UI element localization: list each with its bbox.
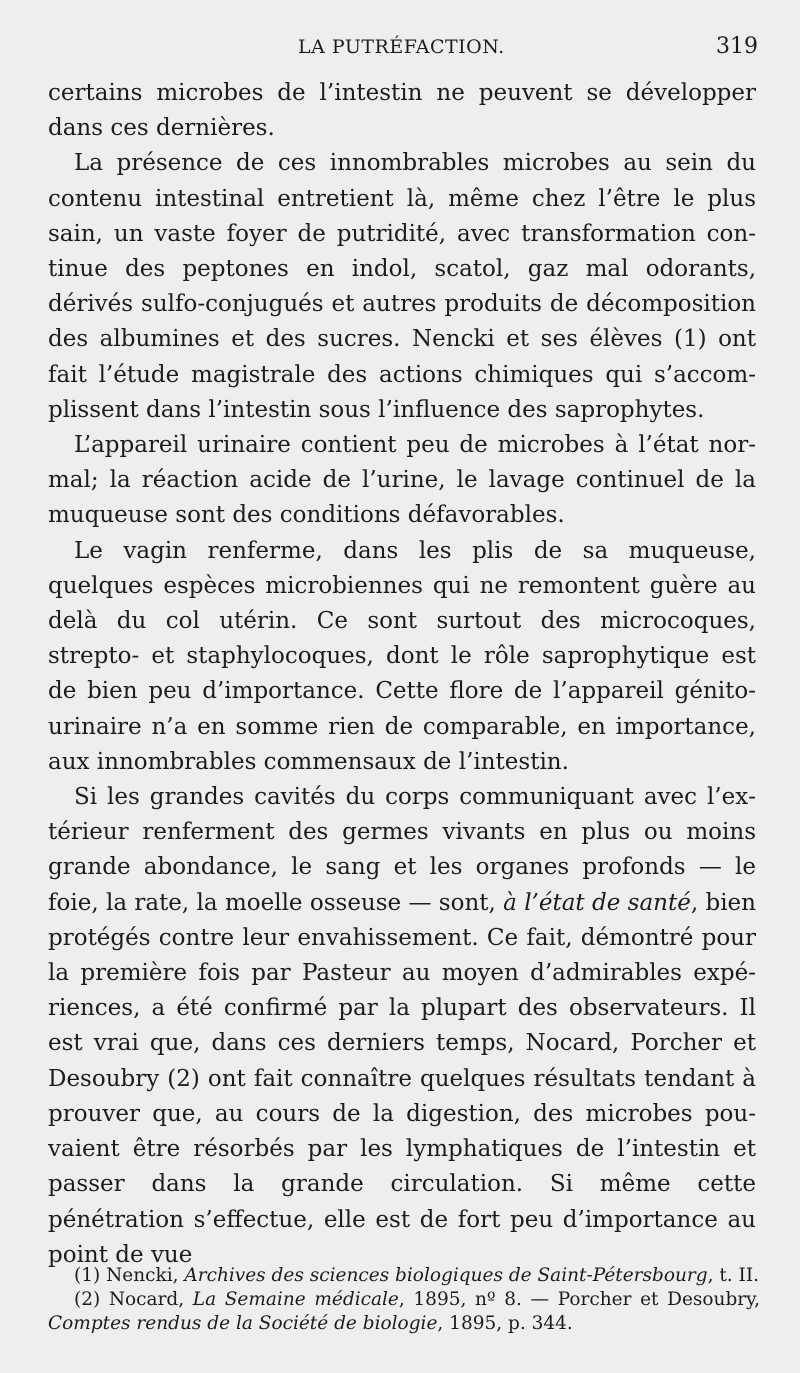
body-text [48, 76, 756, 1273]
footnotes [48, 1264, 760, 1336]
italic-text: La Semaine médicale [192, 1289, 399, 1310]
text-run: L’appareil urinaire contient peu de microbes à l’état normal; la réaction acide de l’urine, le lavage continuel de la muqueuse sont des conditions défavorables. [48, 432, 756, 529]
paragraph-3 [48, 428, 756, 534]
paragraph-4 [48, 534, 756, 780]
paragraph-1 [48, 76, 756, 146]
footnote-2 [48, 1288, 760, 1336]
paragraph-2 [48, 146, 756, 428]
page-number: 319 [716, 34, 758, 59]
text-run: , t. II. [707, 1265, 760, 1286]
text-run: La présence de ces innombrables microbes au sein du contenu intestinal entretient là, même chez l’être le plus sain, un vaste foyer de putridité, avec transformation continue des peptones en indol, scatol, gaz mal odorants, dérivés sulfo-conjugués et autres produits de décomposition des albumines et des sucres. Nencki et ses élèves (1) ont fait l’étude magistrale des actions chimiques qui s’accomplissent dans l’intestin sous l’influence des saprophytes. [48, 150, 756, 423]
page-header [0, 34, 800, 64]
running-head: LA PUTRÉFACTION. [298, 36, 505, 58]
text-run: , 1895, nº 8. — Porcher et Desoubry, [398, 1289, 761, 1310]
text-run: certains microbes de l’intestin ne peuvent se développer dans ces dernières. [48, 80, 756, 142]
text-run: Si les grandes cavités du corps communiquant avec l’extérieur renferment des germes vivants en plus ou moins grande abondance, le sang et les organes profonds — le foie, la rate, la moelle osseuse — sont, [48, 784, 756, 916]
text-run: (1) Nencki, [74, 1265, 185, 1286]
paragraph-5 [48, 780, 756, 1273]
italic-text: Comptes rendus de la Société de biologie [48, 1313, 438, 1334]
text-run: , bien protégés contre leur envahissement. Ce fait, démontré pour la première fois par Pasteur au moyen d’admirables expériences, a été confirmé par la plupart des observateurs. Il est vrai que, dans ces derniers temps, Nocard, Porcher et Desoubry (2) ont fait connaître quelques résultats tendant à prouver que, au cours de la digestion, des microbes pouvaient être résorbés par les lymphatiques de l’intestin et passer dans la grande circulation. Si même cette pénétration s’effectue, elle est de fort peu d’importance au point de vue [48, 889, 756, 1268]
text-run: , 1895, p. 344. [437, 1313, 573, 1334]
italic-text: Archives des sciences biologiques de Saint-Pétersbourg [184, 1265, 708, 1286]
italic-text: à l’état de santé [503, 889, 691, 916]
footnote-1 [48, 1264, 760, 1288]
text-run: (2) Nocard, [74, 1289, 193, 1310]
text-run: Le vagin renferme, dans les plis de sa muqueuse, quelques espèces microbiennes qui ne remontent guère au delà du col utérin. Ce sont surtout des microcoques, strepto- et staphylocoques, dont le rôle saprophytique est de bien peu d’importance. Cette flore de l’appareil génito-urinaire n’a en somme rien de comparable, en importance, aux innombrables commensaux de l’intestin. [48, 537, 756, 775]
